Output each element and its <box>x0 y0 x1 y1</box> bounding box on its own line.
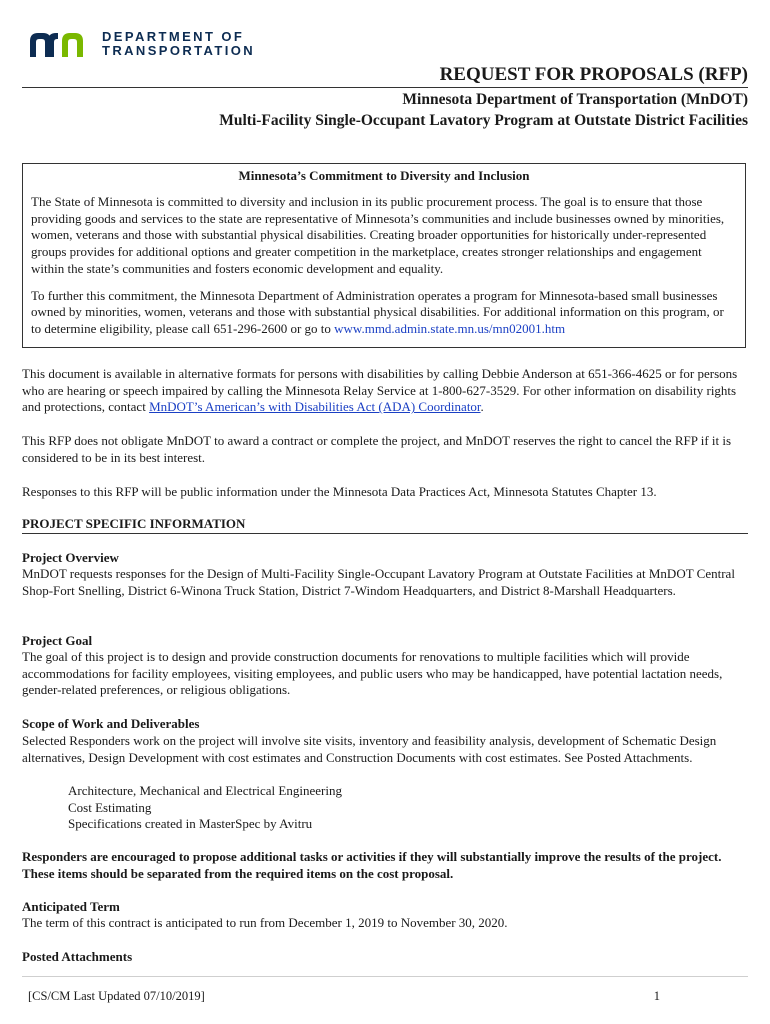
term-heading: Anticipated Term <box>22 899 120 914</box>
encourage-paragraph: Responders are encouraged to propose additional tasks or activities if they will substantially improve the results of the project. These items should be separated from the required items on the cost proposal. <box>22 849 722 881</box>
scope-list <box>22 783 770 833</box>
term-text: The term of this contract is anticipated to run from December 1, 2019 to November 30, 2020. <box>22 915 508 930</box>
agency-subtitle: Minnesota Department of Transportation (MnDOT) <box>402 91 748 108</box>
diversity-paragraph-1: The State of Minnesota is committed to diversity and inclusion in its public procurement process. The goal is to ensure that those providing goods and services to the state are representative of Minnesota’s communities and include businesses owned by minorities, women, veterans and those with substantial physical disabilities. Creating broader opportunities for historically under-represented groups provides for additional options and greater competition in the marketplace, creates stronger relationships and engagement within the state’s communities and fosters economic development and equality. <box>31 194 725 276</box>
title-divider <box>22 87 748 88</box>
accessibility-end: . <box>480 399 484 415</box>
diversity-paragraph-2-text: To further this commitment, the Minnesota Department of Administration operates a program for Minnesota-based small businesses owned by minorities, women, veterans and those with substantial physical disabilities. For additional information on this program, or to determine eligibility, please call 651-296-2600 or go to <box>31 287 724 336</box>
goal-text: The goal of this project is to design and provide construction documents for renovations to multiple facilities which will provide accommodations for facility employees, visiting employees, and public users who may be handicapped, have potential lactation needs, gender-related preferences, or religious obligations. <box>22 649 723 698</box>
scope-heading: Scope of Work and Deliverables <box>22 716 200 731</box>
footer-revision: [CS/CM Last Updated 07/10/2019] <box>28 989 205 1003</box>
diversity-paragraph-2 <box>31 288 737 338</box>
scope-item: Specifications created in MasterSpec by Avitru <box>68 816 313 832</box>
accessibility-paragraph <box>22 366 750 416</box>
scope-item: Architecture, Mechanical and Electrical Engineering <box>68 783 342 798</box>
project-info-heading: PROJECT SPECIFIC INFORMATION <box>22 516 748 534</box>
public-info-paragraph: Responses to this RFP will be public information under the Minnesota Data Practices Act, Minnesota Statutes Chapter 13. <box>22 484 657 499</box>
diversity-box-title: Minnesota’s Commitment to Diversity and Inclusion <box>238 168 530 183</box>
mmd-eligibility-link[interactable]: www.mmd.admin.state.mn.us/mn02001.htm <box>334 320 566 336</box>
ada-coordinator-link[interactable]: MnDOT’s American’s with Disabilities Act (ADA) Coordinator <box>149 399 481 415</box>
page-title: REQUEST FOR PROPOSALS (RFP) <box>439 64 748 85</box>
mndot-logo[interactable] <box>28 30 255 58</box>
attachments-heading: Posted Attachments <box>22 949 133 964</box>
logo-text-line2: TRANSPORTATION <box>102 43 255 58</box>
scope-item: Cost Estimating <box>68 799 152 815</box>
goal-heading: Project Goal <box>22 633 93 648</box>
footer-divider <box>22 976 748 977</box>
diversity-inclusion-box <box>22 163 746 348</box>
scope-text: Selected Responders work on the project will involve site visits, inventory and feasibility analysis, development of Schematic Design alternatives, Design Development with cost estimates and Construction Documents with cost estimates. See Posted Attachments. <box>22 733 717 765</box>
logo-text-line1: DEPARTMENT OF <box>102 29 245 44</box>
overview-text: MnDOT requests responses for the Design of Multi-Facility Single-Occupant Lavatory Program at Outstate Facilities at MnDOT Central Shop-Fort Snelling, District 6-Winona Truck Station, District 7-Windom Headquarters, and District 8-Marshall Headquarters. <box>22 566 735 598</box>
page-number: 1 <box>653 989 660 1003</box>
mn-logo-icon <box>28 31 92 57</box>
program-subtitle: Multi-Facility Single-Occupant Lavatory Program at Outstate District Facilities <box>219 112 748 129</box>
obligation-paragraph: This RFP does not obligate MnDOT to award a contract or complete the project, and MnDOT reserves the right to cancel the RFP if it is considered to be in its best interest. <box>22 433 732 465</box>
overview-heading: Project Overview <box>22 550 119 565</box>
accessibility-text: This document is available in alternative formats for persons with disabilities by calling Debbie Anderson at 651-366-4625 or for persons who are hearing or speech impaired by calling the Minnesota Relay Service at 1-800-627-3529. For other information on disability rights and protections, contact <box>22 366 738 415</box>
